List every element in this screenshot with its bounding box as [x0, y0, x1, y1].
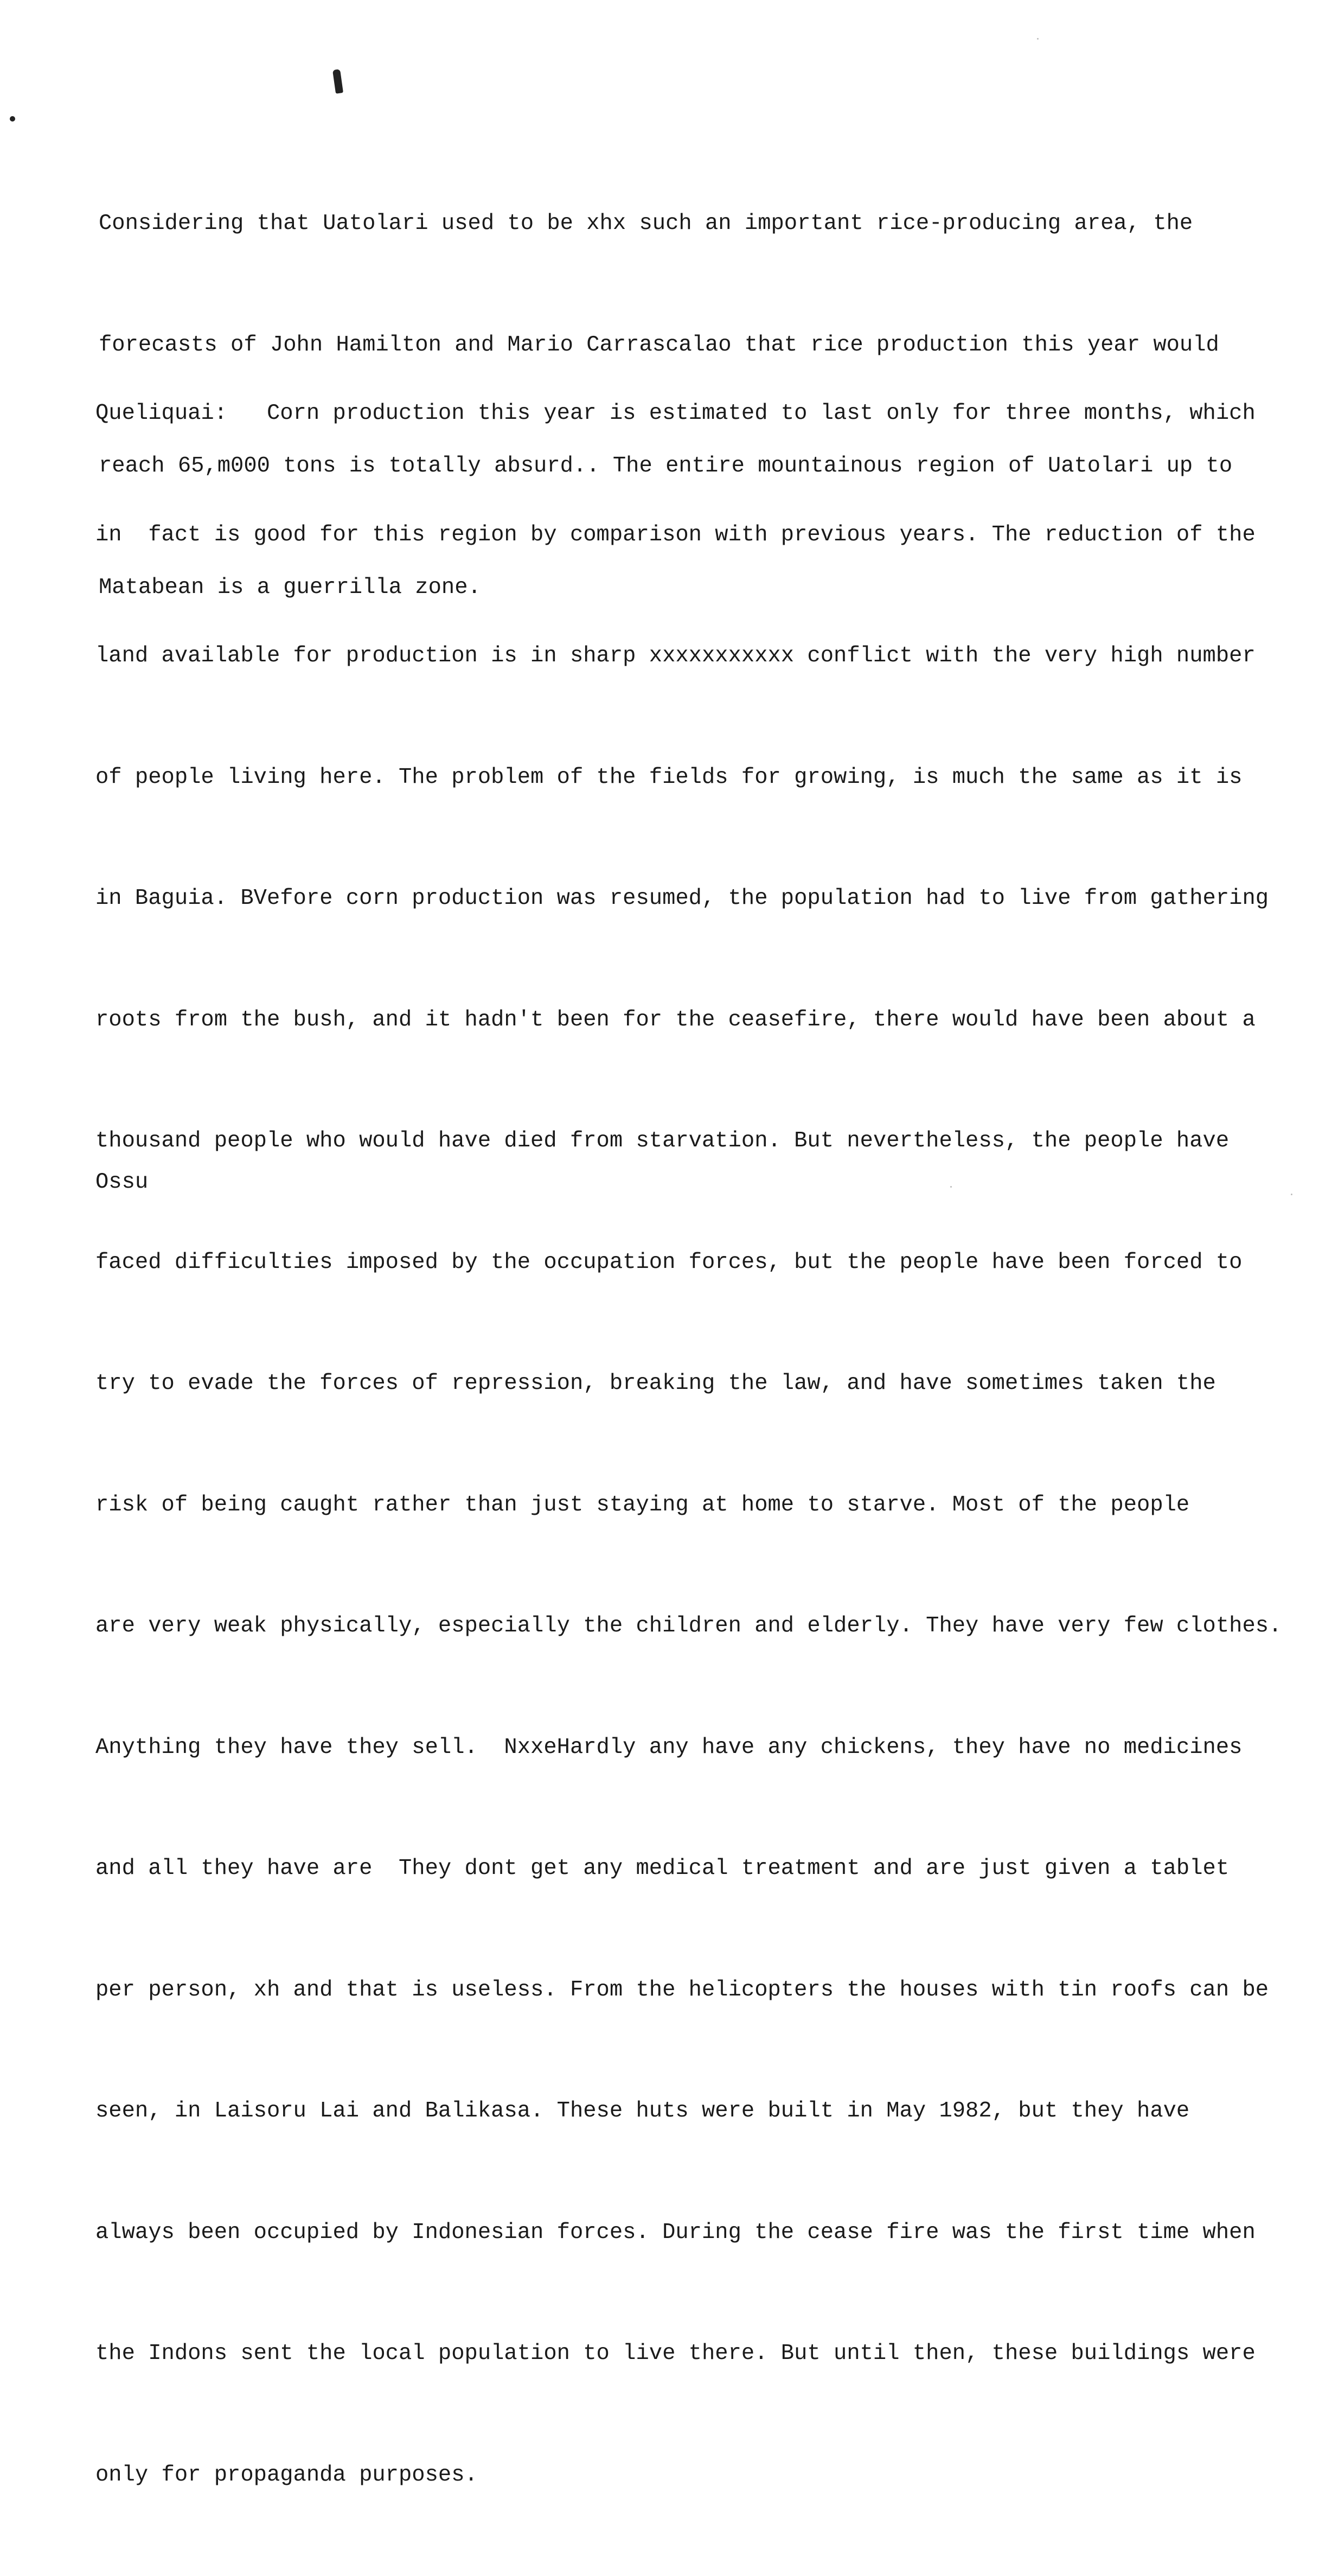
text-line: land available for production is in sharp xxxxxxxxxxx conflict with the very high number: [95, 643, 1256, 668]
text-line: Matabean is a guerrilla zone.: [99, 575, 481, 600]
text-line: faced difficulties imposed by the occupation forces, but the people have been forced to: [95, 1249, 1243, 1275]
text-line: always been occupied by Indonesian forces. During the cease fire was the first time when: [95, 2220, 1256, 2245]
text-line: only for propaganda purposes.: [95, 2462, 478, 2488]
text-line: and all they have are They dont get any medical treatment and are just given a tablet: [95, 1856, 1230, 1881]
text-line: Ossu: [95, 1170, 149, 1195]
text-line: try to evade the forces of repression, breaking the law, and have sometimes taken the: [95, 1371, 1216, 1396]
text-line: roots from the bush, and it hadn't been for the ceasefire, there would have been about a: [95, 1007, 1256, 1032]
section-heading-ossu: [95, 1081, 1310, 1284]
text-line: in Baguia. BVefore corn production was resumed, the population had to live from gathering: [95, 886, 1269, 911]
text-line: in fact is good for this region by comparison with previous years. The reduction of the: [95, 522, 1256, 547]
text-line: reach 65,m000 tons is totally absurd.. The entire mountainous region of Uatolari up to: [99, 454, 1233, 479]
text-line: of people living here. The problem of the fields for growing, is much the same as it is: [95, 764, 1243, 790]
text-line: per person, xh and that is useless. From the helicopters the houses with tin roofs can be: [95, 1977, 1269, 2003]
text-line: the Indons sent the local population to live there. But until then, these buildings were: [95, 2341, 1256, 2366]
text-line: risk of being caught rather than just staying at home to starve. Most of the people: [95, 1492, 1190, 1517]
text-line: forecasts of John Hamilton and Mario Carrascalao that rice production this year would: [99, 332, 1219, 358]
paragraph-queliquai: [95, 313, 1310, 2576]
ink-mark: [332, 69, 343, 94]
punch-dot: [10, 116, 15, 122]
text-line: Considering that Uatolari used to be xhx such an important rice-producing area, the: [99, 211, 1193, 236]
text-line: Anything they have they sell. NxxeHardly any have any chickens, they have no medicines: [95, 1735, 1243, 1760]
text-line: seen, in Laisoru Lai and Balikasa. These huts were built in May 1982, but they have: [95, 2099, 1190, 2124]
paper-speck: [1037, 38, 1039, 40]
text-line: are very weak physically, especially the children and elderly. They have very few clothes.: [95, 1614, 1282, 1638]
text-line: thousand people who would have died from starvation. But nevertheless, the people have: [95, 1128, 1230, 1153]
text-line: Queliquai: Corn production this year is estimated to last only for three months, which: [95, 401, 1256, 426]
